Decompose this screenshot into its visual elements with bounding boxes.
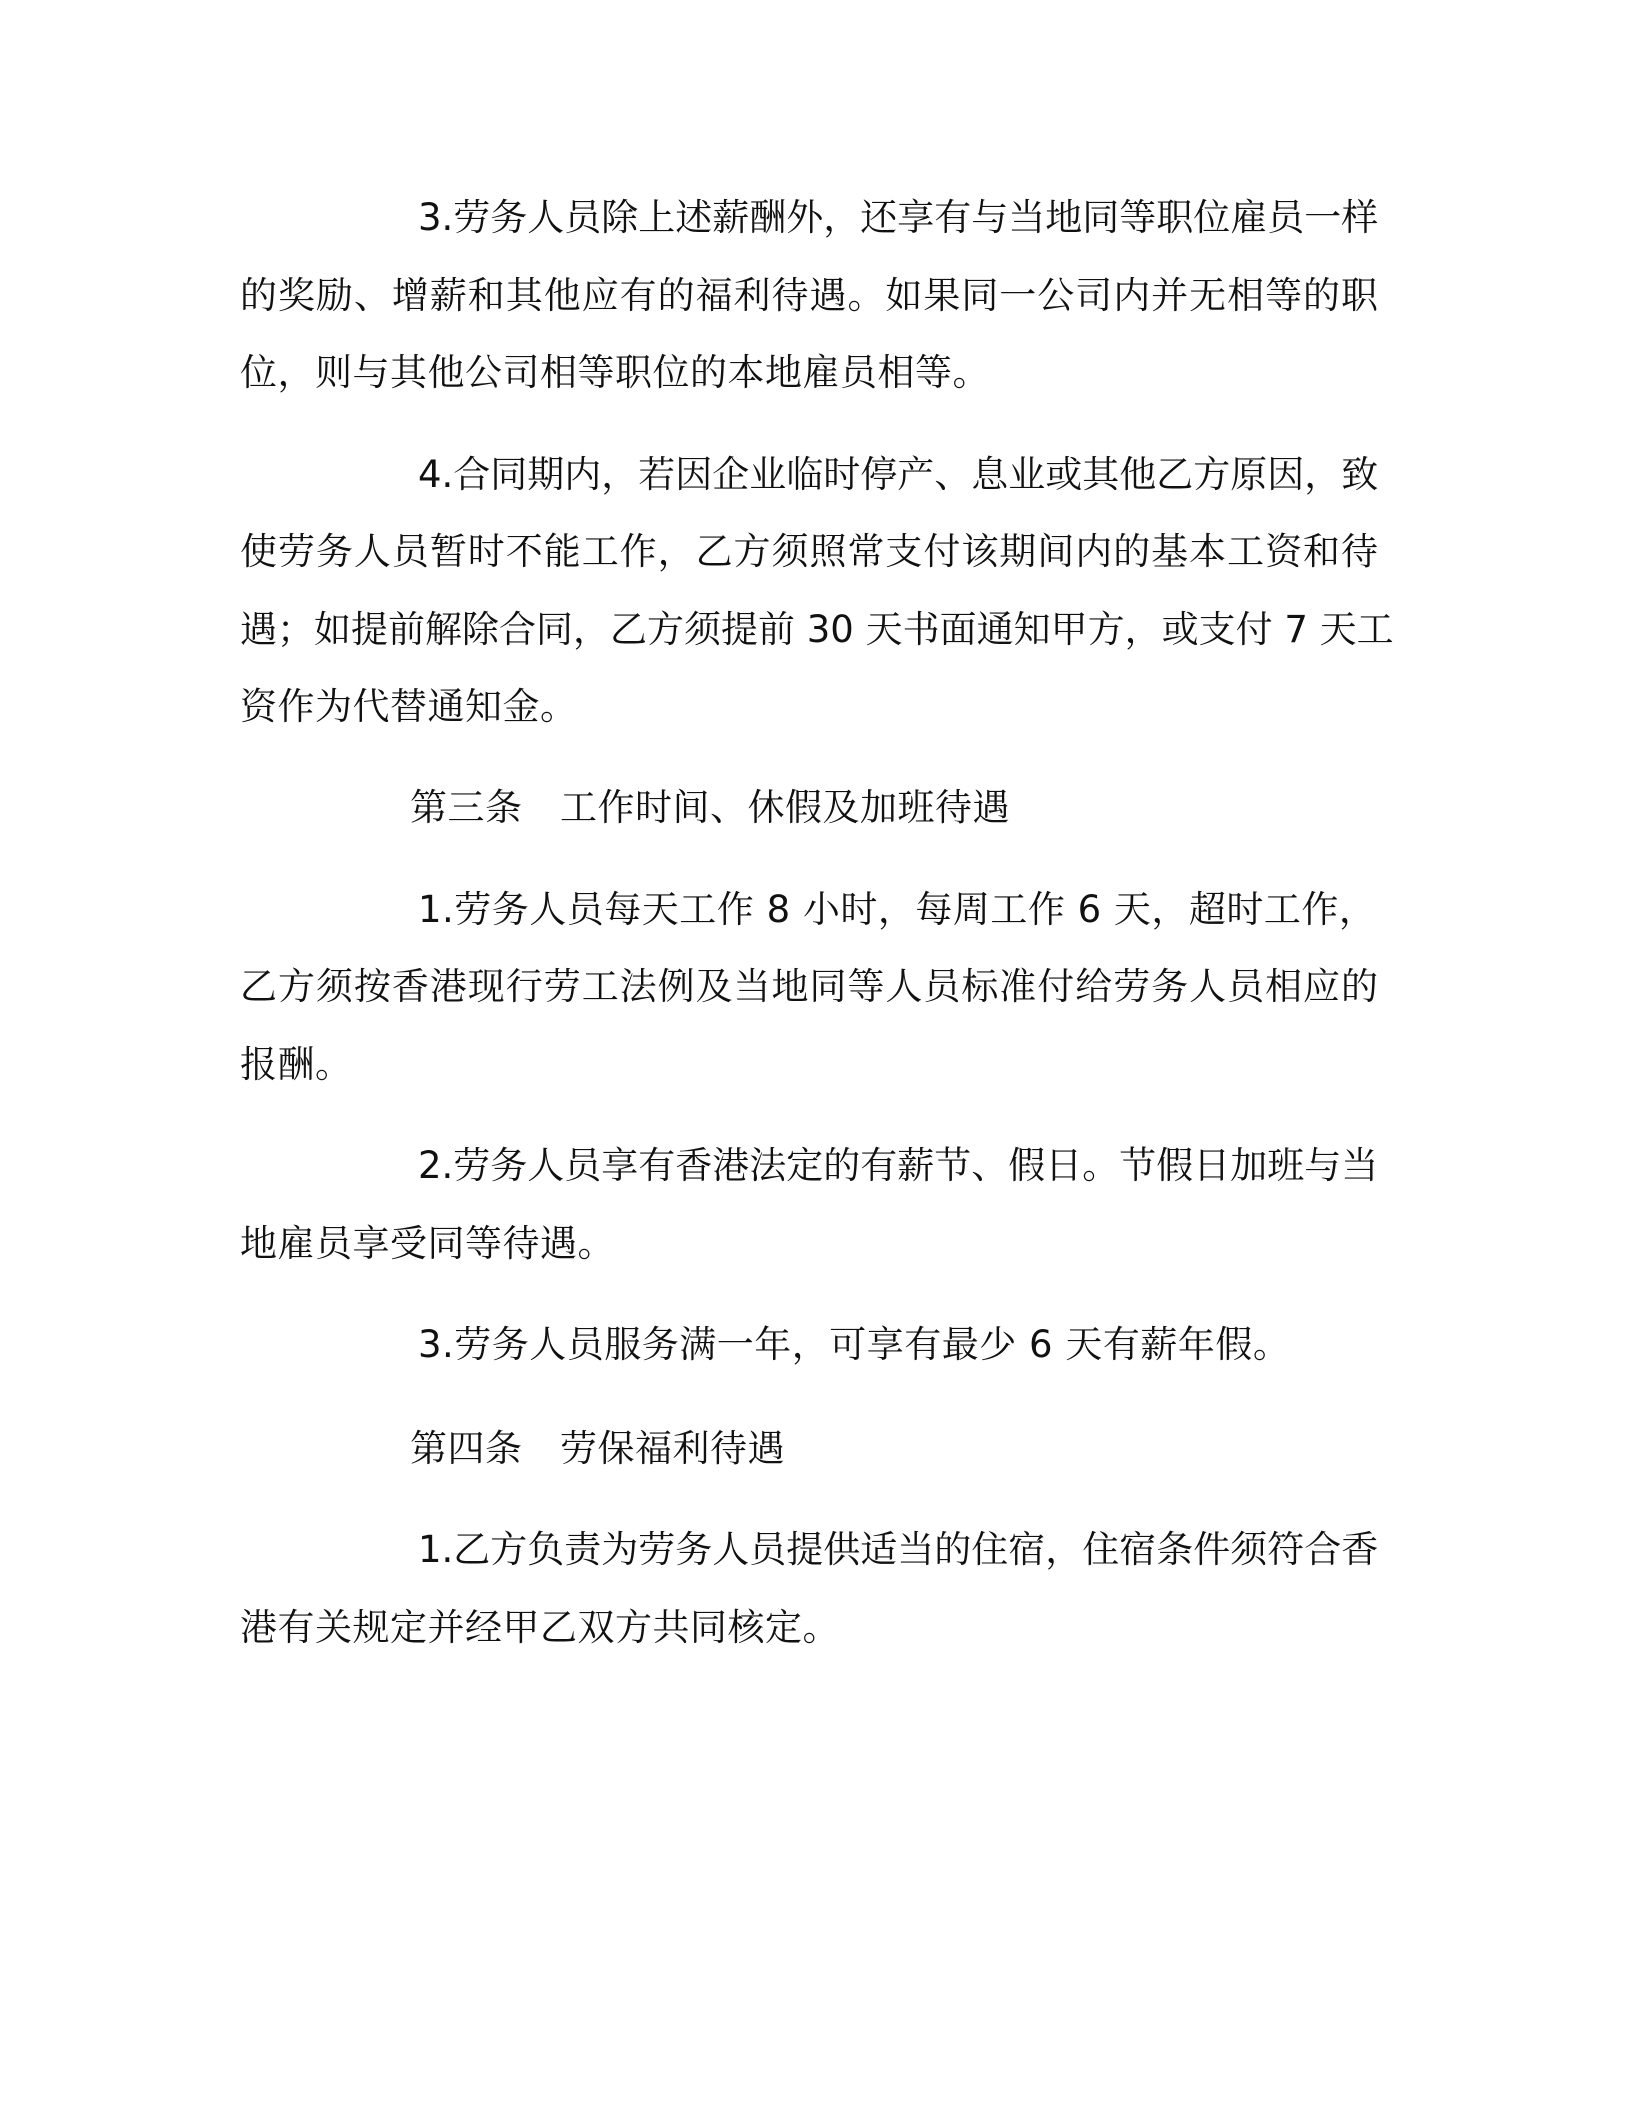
paragraph-line: 的奖励、增薪和其他应有的福利待遇。如果同一公司内并无相等的职	[240, 274, 1378, 317]
paragraph-line: 港有关规定并经甲乙双方共同核定。	[240, 1606, 840, 1649]
paragraph-line: 使劳务人员暂时不能工作，乙方须照常支付该期间内的基本工资和待	[240, 530, 1378, 573]
paragraph-line: 3.劳务人员除上述薪酬外，还享有与当地同等职位雇员一样	[418, 196, 1379, 239]
paragraph-line: 4.合同期内，若因企业临时停产、息业或其他乙方原因，致	[418, 453, 1379, 496]
paragraph-line: 1.劳务人员每天工作 8 小时，每周工作 6 天，超时工作，	[418, 888, 1377, 931]
paragraph-line: 地雇员享受同等待遇。	[240, 1222, 615, 1265]
paragraph-line: 1.乙方负责为劳务人员提供适当的住宿，住宿条件须符合香	[418, 1528, 1379, 1571]
paragraph-line: 2.劳务人员享有香港法定的有薪节、假日。节假日加班与当	[418, 1144, 1379, 1187]
paragraph-line: 位，则与其他公司相等职位的本地雇员相等。	[240, 351, 990, 394]
paragraph-line: 资作为代替通知金。	[240, 685, 578, 728]
section-heading: 第四条 劳保福利待遇	[410, 1427, 785, 1470]
paragraph-line: 报酬。	[240, 1043, 353, 1086]
section-heading: 第三条 工作时间、休假及加班待遇	[410, 786, 1010, 829]
paragraph-line: 遇；如提前解除合同，乙方须提前 30 天书面通知甲方，或支付 7 天工	[240, 608, 1394, 651]
paragraph-line: 乙方须按香港现行劳工法例及当地同等人员标准付给劳务人员相应的	[240, 965, 1378, 1008]
paragraph-line: 3.劳务人员服务满一年，可享有最少 6 天有薪年假。	[418, 1323, 1291, 1366]
